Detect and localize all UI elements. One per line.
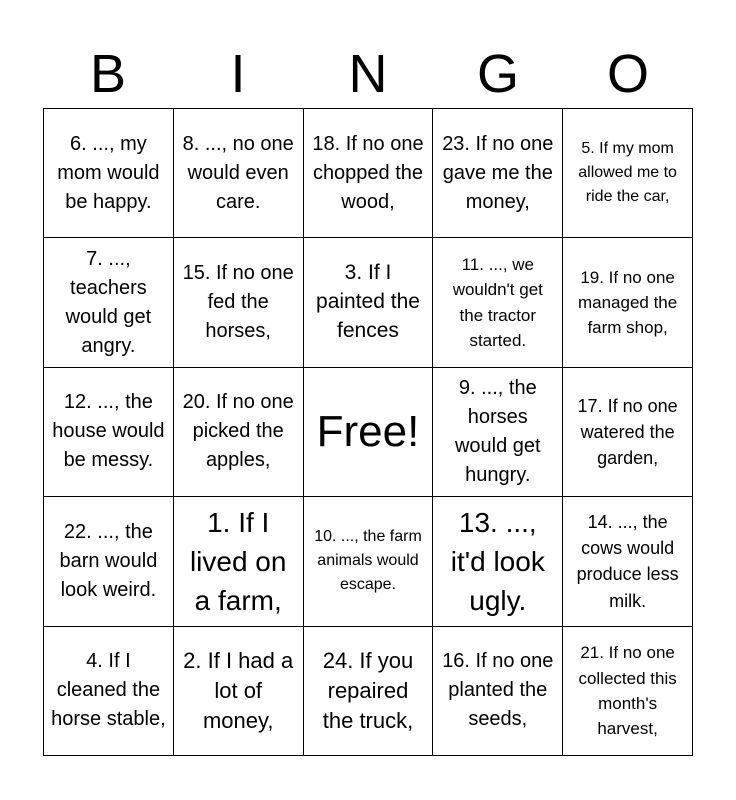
- bingo-cell-r1c4[interactable]: [433, 109, 563, 238]
- header-letter-b: B: [89, 44, 127, 104]
- bingo-cell-r5c4[interactable]: [433, 627, 563, 756]
- bingo-cell-r5c3[interactable]: [304, 627, 434, 756]
- cell-text: 1. If I lived on a farm,: [189, 506, 287, 616]
- bingo-cell-r3c4[interactable]: [433, 368, 563, 497]
- bingo-cell-r1c3[interactable]: [304, 109, 434, 238]
- cell-text: 22. ..., the barn would look weird.: [59, 520, 158, 601]
- bingo-cell-r2c1[interactable]: [44, 238, 174, 367]
- cell-text: 3. If I painted the fences: [316, 261, 420, 343]
- cell-text: 6. ..., my mom would be happy.: [57, 132, 160, 213]
- cell-text: 2. If I had a lot of money,: [183, 647, 294, 733]
- header-letter-n: N: [348, 44, 388, 104]
- bingo-cell-r4c5[interactable]: [563, 497, 693, 626]
- bingo-cell-r5c2[interactable]: [174, 627, 304, 756]
- cell-text: 17. If no one watered the garden,: [577, 395, 678, 469]
- bingo-cell-r4c3[interactable]: [304, 497, 434, 626]
- bingo-cell-r2c4[interactable]: [433, 238, 563, 367]
- bingo-board: [43, 108, 693, 756]
- cell-text: 23. If no one gave me the money,: [442, 132, 554, 213]
- bingo-cell-r5c1[interactable]: [44, 627, 174, 756]
- bingo-cell-r4c1[interactable]: [44, 497, 174, 626]
- cell-text: 20. If no one picked the apples,: [182, 391, 294, 472]
- cell-text: 12. ..., the house would be messy.: [52, 391, 165, 472]
- bingo-header: [43, 40, 693, 108]
- cell-text: 10. ..., the farm animals would escape.: [314, 528, 422, 594]
- bingo-cell-r1c1[interactable]: [44, 109, 174, 238]
- bingo-cell-r2c3[interactable]: [304, 238, 434, 367]
- cell-text: 4. If I cleaned the horse stable,: [51, 650, 166, 731]
- cell-text: 11. ..., we wouldn't get the tractor started.: [452, 255, 543, 350]
- cell-text: 16. If no one planted the seeds,: [442, 650, 554, 731]
- cell-text: 9. ..., the horses would get hungry.: [454, 376, 541, 486]
- header-letter-g: G: [476, 44, 519, 104]
- cell-text: 14. ..., the cows would produce less milk.: [576, 511, 679, 611]
- bingo-cell-r1c2[interactable]: [174, 109, 304, 238]
- free-space-text: Free!: [316, 406, 420, 456]
- free-space-cell[interactable]: [304, 368, 434, 497]
- header-letter-o: O: [606, 44, 649, 104]
- cell-text: 13. ..., it'd look ugly.: [450, 506, 545, 616]
- cell-text: 24. If you repaired the truck,: [322, 647, 414, 733]
- bingo-cell-r3c1[interactable]: [44, 368, 174, 497]
- bingo-cell-r3c5[interactable]: [563, 368, 693, 497]
- bingo-cell-r5c5[interactable]: [563, 627, 693, 756]
- cell-text: 18. If no one chopped the wood,: [312, 132, 424, 213]
- bingo-cell-r1c5[interactable]: [563, 109, 693, 238]
- bingo-cell-r4c2[interactable]: [174, 497, 304, 626]
- cell-text: 19. If no one managed the farm shop,: [577, 267, 678, 338]
- bingo-cell-r2c5[interactable]: [563, 238, 693, 367]
- header-letter-i: I: [230, 44, 246, 104]
- cell-text: 8. ..., no one would even care.: [182, 132, 294, 213]
- bingo-cell-r2c2[interactable]: [174, 238, 304, 367]
- bingo-cell-r3c2[interactable]: [174, 368, 304, 497]
- cell-text: 15. If no one fed the horses,: [182, 262, 294, 343]
- cell-text: 21. If no one collected this month's harvest,: [578, 643, 677, 738]
- cell-text: 7. ..., teachers would get angry.: [65, 247, 152, 357]
- bingo-cell-r4c4[interactable]: [433, 497, 563, 626]
- cell-text: 5. If my mom allowed me to ride the car,: [578, 140, 677, 206]
